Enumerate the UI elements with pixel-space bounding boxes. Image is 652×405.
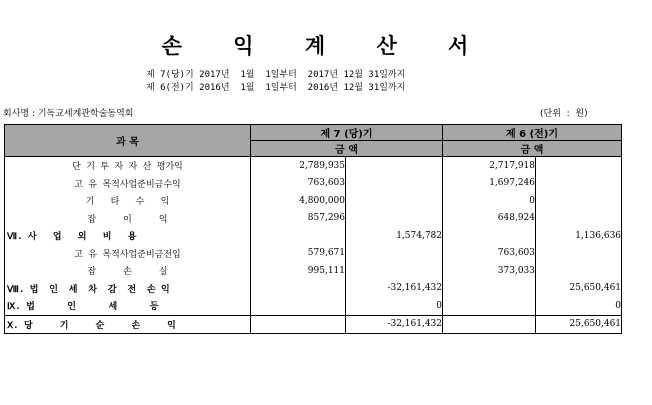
prior-subtotal-amount: 25,650,461 <box>536 315 622 334</box>
current-subtotal-amount: -32,161,432 <box>346 280 443 298</box>
prior-detail-amount: 2,717,918 <box>443 157 536 175</box>
header-prior-period: 제 6 (전)기 <box>443 125 622 141</box>
current-detail-amount: 763,603 <box>251 175 346 193</box>
row-label: Ⅷ. 법 인 세 차 감 전 손 익 <box>5 280 251 298</box>
prior-detail-amount: 0 <box>443 192 536 210</box>
table-row <box>5 245 622 263</box>
prior-subtotal-amount: 0 <box>536 297 622 315</box>
current-subtotal-amount <box>346 157 443 175</box>
current-detail-amount: 857,296 <box>251 210 346 228</box>
prior-subtotal-amount <box>536 157 622 175</box>
prior-subtotal-amount <box>536 192 622 210</box>
header-current-period: 제 7 (당)기 <box>251 125 443 141</box>
current-subtotal-amount: 1,574,782 <box>346 227 443 245</box>
prior-subtotal-amount: 1,136,636 <box>536 227 622 245</box>
table-row <box>5 315 622 334</box>
prior-subtotal-amount <box>536 210 622 228</box>
header-prior-amount: 금 액 <box>443 141 622 157</box>
income-statement-table <box>4 124 622 334</box>
prior-subtotal-amount: 25,650,461 <box>536 280 622 298</box>
current-detail-amount: 995,111 <box>251 262 346 280</box>
current-subtotal-amount: 0 <box>346 297 443 315</box>
row-label: 단 기 투 자 자 산 평가익 <box>5 157 251 175</box>
row-label: Ⅹ. 당 기 순 손 익 <box>5 315 251 334</box>
row-label: 기 타 수 익 <box>5 192 251 210</box>
current-subtotal-amount <box>346 175 443 193</box>
prior-subtotal-amount <box>536 245 622 263</box>
row-label: 고 유 목적사업준비금수익 <box>5 175 251 193</box>
table-row <box>5 157 622 175</box>
current-subtotal-amount <box>346 245 443 263</box>
table-row <box>5 280 622 298</box>
current-detail-amount <box>251 227 346 245</box>
current-subtotal-amount: -32,161,432 <box>346 315 443 334</box>
prior-detail-amount <box>443 227 536 245</box>
prior-detail-amount: 648,924 <box>443 210 536 228</box>
prior-detail-amount <box>443 297 536 315</box>
prior-detail-amount: 373,033 <box>443 262 536 280</box>
row-label: 잡 이 익 <box>5 210 251 228</box>
document-title: 손 익 계 산 서 <box>161 34 491 58</box>
prior-subtotal-amount <box>536 262 622 280</box>
current-detail-amount <box>251 315 346 334</box>
prior-detail-amount: 1,697,246 <box>443 175 536 193</box>
row-label: 고 유 목적사업준비금전입 <box>5 245 251 263</box>
header-current-amount: 금 액 <box>251 141 443 157</box>
row-label: 잡 손 실 <box>5 262 251 280</box>
current-detail-amount <box>251 280 346 298</box>
current-subtotal-amount <box>346 262 443 280</box>
header-subject: 과 목 <box>5 125 251 157</box>
table-row <box>5 262 622 280</box>
prior-subtotal-amount <box>536 175 622 193</box>
current-detail-amount: 2,789,935 <box>251 157 346 175</box>
statement-body <box>5 157 622 334</box>
current-subtotal-amount <box>346 210 443 228</box>
prior-detail-amount <box>443 315 536 334</box>
current-detail-amount <box>251 297 346 315</box>
row-label: Ⅸ. 법 인 세 등 <box>5 297 251 315</box>
company-name: 회사명 : 기독교세계관학술동역회 <box>3 109 134 119</box>
table-row <box>5 210 622 228</box>
table-row <box>5 175 622 193</box>
prior-detail-amount: 763,603 <box>443 245 536 263</box>
current-detail-amount: 579,671 <box>251 245 346 263</box>
table-row <box>5 297 622 315</box>
period-prior: 제 6(전)기 2016년 1월 1일부터 2016년 12월 31일까지 <box>146 83 406 93</box>
unit-label: (단위 : 원) <box>540 109 588 119</box>
table-row <box>5 192 622 210</box>
period-current: 제 7(당)기 2017년 1월 1일부터 2017년 12월 31일까지 <box>146 70 406 80</box>
row-label: Ⅶ. 사 업 외 비 용 <box>5 227 251 245</box>
table-row <box>5 227 622 245</box>
current-subtotal-amount <box>346 192 443 210</box>
prior-detail-amount <box>443 280 536 298</box>
current-detail-amount: 4,800,000 <box>251 192 346 210</box>
